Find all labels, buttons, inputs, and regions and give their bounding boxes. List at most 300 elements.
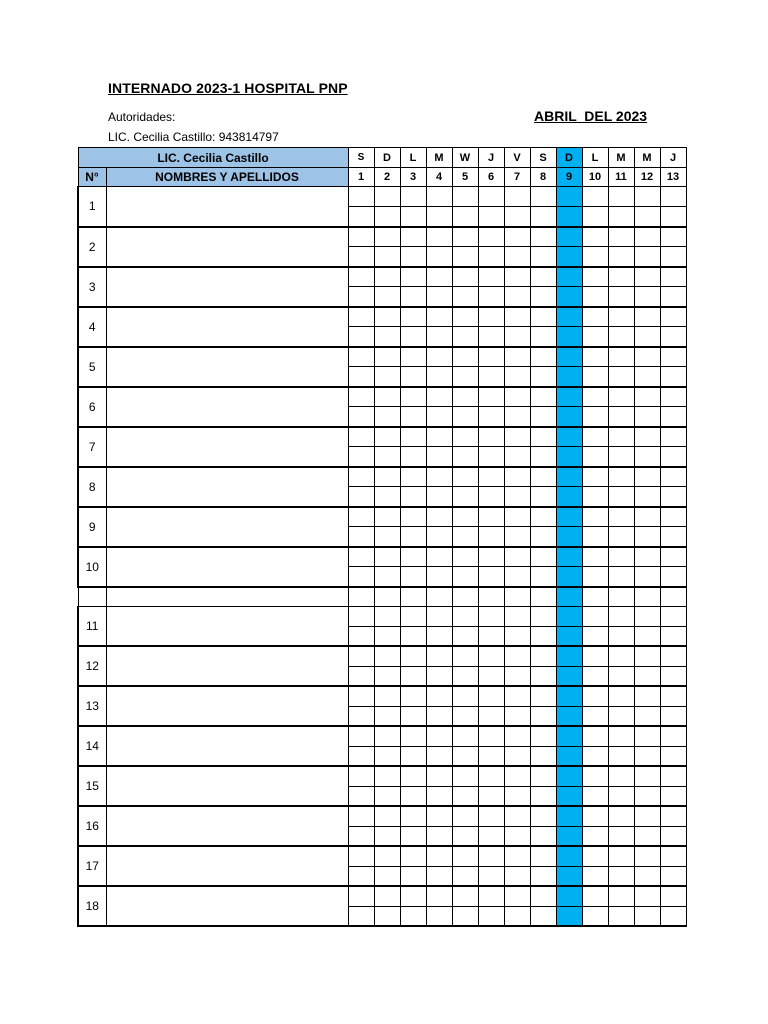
attendance-cell[interactable] [426,846,452,866]
attendance-cell[interactable] [582,547,608,567]
attendance-cell[interactable] [530,487,556,507]
attendance-cell[interactable] [582,247,608,267]
attendance-cell[interactable] [348,866,374,886]
attendance-cell[interactable] [582,706,608,726]
attendance-cell[interactable] [426,666,452,686]
attendance-cell[interactable] [374,187,400,207]
attendance-cell[interactable] [660,746,686,766]
attendance-cell[interactable] [452,367,478,387]
attendance-cell[interactable] [582,527,608,547]
attendance-cell[interactable] [608,666,634,686]
attendance-cell[interactable] [504,227,530,247]
attendance-cell[interactable] [530,806,556,826]
attendance-cell[interactable] [348,367,374,387]
attendance-cell[interactable] [348,527,374,547]
attendance-cell[interactable] [530,786,556,806]
attendance-cell[interactable] [530,267,556,287]
attendance-cell[interactable] [348,686,374,706]
attendance-cell[interactable] [400,567,426,587]
attendance-cell[interactable] [660,686,686,706]
attendance-cell[interactable] [426,706,452,726]
attendance-cell[interactable] [608,407,634,427]
attendance-cell[interactable] [504,646,530,666]
attendance-cell[interactable] [452,746,478,766]
attendance-cell[interactable] [582,187,608,207]
attendance-cell[interactable] [452,307,478,327]
attendance-cell[interactable] [478,547,504,567]
attendance-cell[interactable] [374,387,400,407]
attendance-cell[interactable] [530,387,556,407]
attendance-cell[interactable] [530,527,556,547]
attendance-cell[interactable] [452,686,478,706]
attendance-cell[interactable] [634,227,660,247]
attendance-cell[interactable] [348,347,374,367]
attendance-cell[interactable] [348,267,374,287]
attendance-cell[interactable] [374,307,400,327]
attendance-cell[interactable] [634,267,660,287]
attendance-cell[interactable] [582,207,608,227]
attendance-cell[interactable] [582,227,608,247]
attendance-cell[interactable] [348,706,374,726]
attendance-cell[interactable] [660,806,686,826]
attendance-cell[interactable] [426,766,452,786]
attendance-cell[interactable] [504,886,530,906]
attendance-cell[interactable] [348,407,374,427]
attendance-cell[interactable] [504,487,530,507]
attendance-cell[interactable] [634,726,660,746]
attendance-cell[interactable] [400,626,426,646]
attendance-cell[interactable] [348,547,374,567]
attendance-cell[interactable] [348,886,374,906]
attendance-cell[interactable] [556,646,582,666]
attendance-cell[interactable] [530,547,556,567]
attendance-cell[interactable] [478,806,504,826]
attendance-cell[interactable] [374,666,400,686]
attendance-cell[interactable] [426,806,452,826]
attendance-cell[interactable] [660,427,686,447]
attendance-cell[interactable] [452,806,478,826]
attendance-cell[interactable] [348,487,374,507]
attendance-cell[interactable] [426,547,452,567]
attendance-cell[interactable] [400,467,426,487]
attendance-cell[interactable] [634,766,660,786]
attendance-cell[interactable] [556,187,582,207]
attendance-cell[interactable] [400,906,426,926]
attendance-cell[interactable] [348,906,374,926]
attendance-cell[interactable] [478,407,504,427]
attendance-cell[interactable] [504,766,530,786]
attendance-cell[interactable] [634,327,660,347]
attendance-cell[interactable] [478,606,504,626]
attendance-cell[interactable] [478,467,504,487]
attendance-cell[interactable] [504,367,530,387]
attendance-cell[interactable] [426,467,452,487]
attendance-cell[interactable] [426,207,452,227]
attendance-cell[interactable] [504,547,530,567]
attendance-cell[interactable] [452,866,478,886]
attendance-cell[interactable] [348,826,374,846]
attendance-cell[interactable] [660,547,686,567]
attendance-cell[interactable] [374,367,400,387]
attendance-cell[interactable] [530,507,556,527]
attendance-cell[interactable] [660,487,686,507]
attendance-cell[interactable] [582,447,608,467]
attendance-cell[interactable] [556,626,582,646]
attendance-cell[interactable] [582,307,608,327]
attendance-cell[interactable] [530,886,556,906]
attendance-cell[interactable] [556,527,582,547]
attendance-cell[interactable] [608,886,634,906]
attendance-cell[interactable] [634,307,660,327]
attendance-cell[interactable] [504,686,530,706]
attendance-cell[interactable] [400,806,426,826]
attendance-cell[interactable] [452,287,478,307]
attendance-cell[interactable] [660,507,686,527]
attendance-cell[interactable] [400,766,426,786]
attendance-cell[interactable] [556,227,582,247]
attendance-cell[interactable] [504,906,530,926]
attendance-cell[interactable] [582,746,608,766]
attendance-cell[interactable] [608,706,634,726]
attendance-cell[interactable] [374,547,400,567]
attendance-cell[interactable] [478,327,504,347]
attendance-cell[interactable] [608,327,634,347]
attendance-cell[interactable] [478,447,504,467]
attendance-cell[interactable] [608,427,634,447]
attendance-cell[interactable] [634,367,660,387]
attendance-cell[interactable] [400,207,426,227]
attendance-cell[interactable] [452,547,478,567]
attendance-cell[interactable] [478,726,504,746]
attendance-cell[interactable] [634,507,660,527]
attendance-cell[interactable] [478,247,504,267]
attendance-cell[interactable] [608,387,634,407]
attendance-cell[interactable] [348,327,374,347]
attendance-cell[interactable] [634,806,660,826]
attendance-cell[interactable] [608,786,634,806]
attendance-cell[interactable] [504,447,530,467]
attendance-cell[interactable] [452,347,478,367]
attendance-cell[interactable] [530,746,556,766]
attendance-cell[interactable] [348,447,374,467]
attendance-cell[interactable] [582,786,608,806]
attendance-cell[interactable] [478,906,504,926]
attendance-cell[interactable] [556,327,582,347]
attendance-cell[interactable] [426,387,452,407]
attendance-cell[interactable] [634,626,660,646]
attendance-cell[interactable] [582,806,608,826]
attendance-cell[interactable] [660,886,686,906]
attendance-cell[interactable] [426,267,452,287]
attendance-cell[interactable] [608,507,634,527]
attendance-cell[interactable] [634,666,660,686]
attendance-cell[interactable] [660,207,686,227]
attendance-cell[interactable] [348,307,374,327]
attendance-cell[interactable] [426,227,452,247]
attendance-cell[interactable] [374,646,400,666]
attendance-cell[interactable] [426,726,452,746]
attendance-cell[interactable] [426,606,452,626]
attendance-cell[interactable] [426,327,452,347]
attendance-cell[interactable] [634,786,660,806]
attendance-cell[interactable] [582,726,608,746]
attendance-cell[interactable] [478,626,504,646]
attendance-cell[interactable] [374,766,400,786]
attendance-cell[interactable] [400,407,426,427]
attendance-cell[interactable] [400,187,426,207]
attendance-cell[interactable] [348,207,374,227]
attendance-cell[interactable] [504,407,530,427]
attendance-cell[interactable] [400,387,426,407]
attendance-cell[interactable] [582,846,608,866]
attendance-cell[interactable] [660,527,686,547]
attendance-cell[interactable] [478,746,504,766]
attendance-cell[interactable] [582,387,608,407]
attendance-cell[interactable] [556,606,582,626]
attendance-cell[interactable] [348,846,374,866]
attendance-cell[interactable] [660,826,686,846]
attendance-cell[interactable] [400,507,426,527]
attendance-cell[interactable] [478,367,504,387]
attendance-cell[interactable] [504,187,530,207]
attendance-cell[interactable] [556,706,582,726]
attendance-cell[interactable] [400,666,426,686]
attendance-cell[interactable] [348,567,374,587]
attendance-cell[interactable] [504,387,530,407]
attendance-cell[interactable] [582,467,608,487]
attendance-cell[interactable] [556,287,582,307]
attendance-cell[interactable] [530,287,556,307]
attendance-cell[interactable] [582,866,608,886]
attendance-cell[interactable] [374,267,400,287]
attendance-cell[interactable] [660,387,686,407]
attendance-cell[interactable] [530,347,556,367]
attendance-cell[interactable] [504,826,530,846]
attendance-cell[interactable] [530,906,556,926]
attendance-cell[interactable] [478,207,504,227]
attendance-cell[interactable] [348,786,374,806]
attendance-cell[interactable] [634,686,660,706]
attendance-cell[interactable] [504,626,530,646]
attendance-cell[interactable] [660,227,686,247]
attendance-cell[interactable] [504,247,530,267]
attendance-cell[interactable] [608,626,634,646]
attendance-cell[interactable] [556,806,582,826]
attendance-cell[interactable] [660,347,686,367]
attendance-cell[interactable] [660,866,686,886]
attendance-cell[interactable] [452,906,478,926]
attendance-cell[interactable] [504,287,530,307]
attendance-cell[interactable] [582,686,608,706]
attendance-cell[interactable] [582,906,608,926]
attendance-cell[interactable] [504,467,530,487]
attendance-cell[interactable] [530,826,556,846]
attendance-cell[interactable] [400,427,426,447]
attendance-cell[interactable] [634,207,660,227]
attendance-cell[interactable] [608,287,634,307]
attendance-cell[interactable] [504,567,530,587]
attendance-cell[interactable] [400,686,426,706]
attendance-cell[interactable] [452,826,478,846]
attendance-cell[interactable] [608,227,634,247]
attendance-cell[interactable] [478,287,504,307]
attendance-cell[interactable] [400,746,426,766]
attendance-cell[interactable] [452,247,478,267]
attendance-cell[interactable] [608,866,634,886]
attendance-cell[interactable] [452,886,478,906]
attendance-cell[interactable] [530,427,556,447]
attendance-cell[interactable] [608,347,634,367]
attendance-cell[interactable] [504,666,530,686]
attendance-cell[interactable] [348,666,374,686]
attendance-cell[interactable] [426,626,452,646]
attendance-cell[interactable] [374,866,400,886]
attendance-cell[interactable] [478,646,504,666]
attendance-cell[interactable] [504,207,530,227]
attendance-cell[interactable] [426,187,452,207]
attendance-cell[interactable] [530,407,556,427]
attendance-cell[interactable] [374,626,400,646]
attendance-cell[interactable] [374,407,400,427]
attendance-cell[interactable] [634,646,660,666]
attendance-cell[interactable] [582,606,608,626]
attendance-cell[interactable] [634,826,660,846]
attendance-cell[interactable] [348,746,374,766]
attendance-cell[interactable] [452,706,478,726]
attendance-cell[interactable] [530,846,556,866]
attendance-cell[interactable] [400,866,426,886]
attendance-cell[interactable] [426,287,452,307]
attendance-cell[interactable] [660,567,686,587]
attendance-cell[interactable] [556,866,582,886]
attendance-cell[interactable] [530,666,556,686]
attendance-cell[interactable] [478,786,504,806]
attendance-cell[interactable] [608,826,634,846]
attendance-cell[interactable] [608,267,634,287]
attendance-cell[interactable] [374,247,400,267]
attendance-cell[interactable] [556,427,582,447]
attendance-cell[interactable] [608,567,634,587]
attendance-cell[interactable] [504,706,530,726]
attendance-cell[interactable] [452,327,478,347]
attendance-cell[interactable] [348,287,374,307]
attendance-cell[interactable] [556,726,582,746]
attendance-cell[interactable] [452,207,478,227]
attendance-cell[interactable] [556,686,582,706]
attendance-cell[interactable] [556,407,582,427]
attendance-cell[interactable] [348,227,374,247]
attendance-cell[interactable] [582,886,608,906]
attendance-cell[interactable] [634,547,660,567]
attendance-cell[interactable] [530,866,556,886]
attendance-cell[interactable] [374,427,400,447]
attendance-cell[interactable] [660,467,686,487]
attendance-cell[interactable] [374,686,400,706]
attendance-cell[interactable] [426,786,452,806]
attendance-cell[interactable] [556,567,582,587]
attendance-cell[interactable] [426,906,452,926]
attendance-cell[interactable] [400,726,426,746]
attendance-cell[interactable] [426,447,452,467]
attendance-cell[interactable] [452,387,478,407]
attendance-cell[interactable] [660,646,686,666]
attendance-cell[interactable] [582,666,608,686]
attendance-cell[interactable] [634,467,660,487]
attendance-cell[interactable] [478,347,504,367]
attendance-cell[interactable] [556,387,582,407]
attendance-cell[interactable] [374,327,400,347]
attendance-cell[interactable] [504,606,530,626]
attendance-cell[interactable] [452,786,478,806]
attendance-cell[interactable] [452,487,478,507]
attendance-cell[interactable] [478,187,504,207]
attendance-cell[interactable] [634,447,660,467]
attendance-cell[interactable] [660,706,686,726]
attendance-cell[interactable] [478,866,504,886]
attendance-cell[interactable] [452,187,478,207]
attendance-cell[interactable] [556,666,582,686]
attendance-cell[interactable] [556,507,582,527]
attendance-cell[interactable] [556,307,582,327]
attendance-cell[interactable] [504,866,530,886]
attendance-cell[interactable] [660,367,686,387]
attendance-cell[interactable] [400,287,426,307]
attendance-cell[interactable] [556,906,582,926]
attendance-cell[interactable] [348,726,374,746]
attendance-cell[interactable] [660,606,686,626]
attendance-cell[interactable] [530,207,556,227]
attendance-cell[interactable] [660,447,686,467]
attendance-cell[interactable] [582,367,608,387]
attendance-cell[interactable] [452,766,478,786]
attendance-cell[interactable] [478,227,504,247]
attendance-cell[interactable] [660,726,686,746]
attendance-cell[interactable] [478,387,504,407]
attendance-cell[interactable] [530,726,556,746]
attendance-cell[interactable] [660,267,686,287]
attendance-cell[interactable] [660,327,686,347]
attendance-cell[interactable] [374,826,400,846]
attendance-cell[interactable] [660,786,686,806]
attendance-cell[interactable] [556,766,582,786]
attendance-cell[interactable] [400,846,426,866]
attendance-cell[interactable] [374,467,400,487]
attendance-cell[interactable] [452,407,478,427]
attendance-cell[interactable] [530,766,556,786]
attendance-cell[interactable] [556,447,582,467]
attendance-cell[interactable] [530,187,556,207]
attendance-cell[interactable] [608,906,634,926]
attendance-cell[interactable] [426,527,452,547]
attendance-cell[interactable] [374,806,400,826]
attendance-cell[interactable] [374,487,400,507]
attendance-cell[interactable] [374,527,400,547]
attendance-cell[interactable] [530,467,556,487]
attendance-cell[interactable] [530,247,556,267]
attendance-cell[interactable] [634,407,660,427]
attendance-cell[interactable] [556,886,582,906]
attendance-cell[interactable] [478,427,504,447]
attendance-cell[interactable] [634,247,660,267]
attendance-cell[interactable] [530,327,556,347]
attendance-cell[interactable] [400,327,426,347]
attendance-cell[interactable] [634,287,660,307]
attendance-cell[interactable] [452,606,478,626]
attendance-cell[interactable] [556,846,582,866]
attendance-cell[interactable] [426,886,452,906]
attendance-cell[interactable] [608,846,634,866]
attendance-cell[interactable] [608,307,634,327]
